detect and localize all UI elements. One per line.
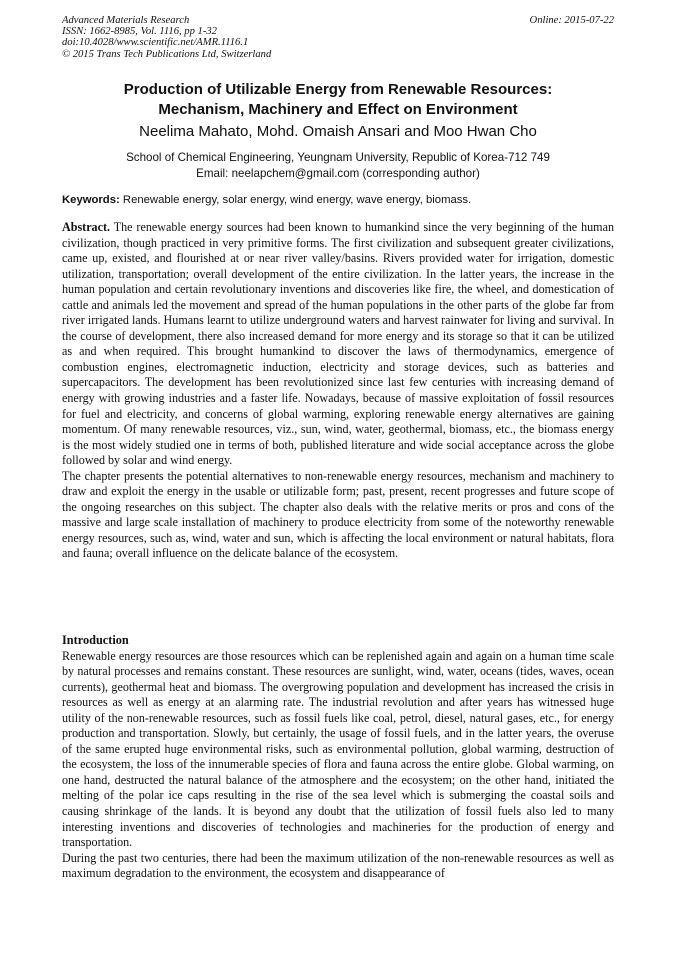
keywords-label: Keywords:	[62, 194, 120, 206]
abstract-section	[62, 220, 614, 562]
introduction-paragraph-2: During the past two centuries, there had been the maximum utilization of the non-renewable resources as well as maximum degradation to the environment, the ecosystem and disappearance of	[62, 850, 614, 881]
journal-issn: ISSN: 1662-8985, Vol. 1116, pp 1-32	[62, 26, 217, 38]
journal-name: Advanced Materials Research	[62, 15, 190, 26]
online-date: Online: 2015-07-22	[529, 15, 614, 26]
keywords-text: Renewable energy, solar energy, wind energy, wave energy, biomass.	[122, 194, 472, 206]
corresponding-email: Email: neelapchem@gmail.com (corresponding author)	[196, 166, 480, 180]
journal-header	[62, 15, 614, 60]
introduction-paragraph-1: Renewable energy resources are those resources which can be replenished again and again on a human time scale by natural processes and remains constant. These resources are sunlight, wind, water, oceans (tides, waves, ocean currents), geothermal heat and biomass. The overgrowing population and development has increased the crisis in resources as well as energy at an alarming rate. The industrial revolution and after years has witnessed huge utility of the non-renewable resources, such as fossil fuels like coal, petrol, diesel, natural gases, etc., for energy production and transportation. Slowly, but certainly, the usage of fossil fuels, and in the latter years, the overuse of the same erupted huge environmental risks, such as environmental pollution, global warming, destruction of the ecosystem, the loss of the innumerable species of flora and fauna across the entire globe. Global warming, on one hand, destructed the natural balance of the atmosphere and the ecosystem; on the other hand, initiated the melting of the polar ice caps resulting in the rise of the sea level which is submerging the coastal soils and causing shrinkage of the lands. It is beyond any doubt that the utilization of fossil fuels also led to many interesting inventions and discoveries of technologies and machineries for the production of energy and transportation.	[62, 648, 614, 850]
abstract-text-1: The renewable energy sources had been known to humankind since the very beginning of the human civilization, though practiced in very primitive forms. The first civilization and subsequent greater civilizations, came up, existed, and flourished at or near river valley/basins. Rivers provided water for irrigation, domestic utilization, transportation; overall development of the entire civilization. In the latter years, the increase in the human population and certain revolutionary inventions and discoveries like fire, the wheel, and domestication of cattle and animals led the movement and spread of the human populations in the other parts of the globe far from river irrigated lands. Humans learnt to utilize underground waters and harvest rainwater for living and survival. In the course of development, there also increased demand for more energy and its storage so that it can be utilized as and when required. This brought humankind to discover the laws of thermodynamics, emergence of combustion engines, electromagnetic induction, electricity and storage devices, such as batteries and supercapacitors. The development has been revolutionized since last few centuries with increasing demand of energy with growing industries and a faster life. Nowadays, because of massive exploitation of fossil resources for fuel and electricity, and concerns of global warming, exploring renewable energy alternatives are gaining momentum. Of many renewable resources, viz., sun, wind, water, geothermal, biomass, etc., the biomass energy is the most widely studied one in terms of both, published literature and wide social acceptance across the globe followed by solar and wind energy.	[62, 220, 614, 468]
abstract-paragraph-2: The chapter presents the potential alternatives to non-renewable energy resources, mechanism and machinery to draw and exploit the energy in the usable or utilizable form; past, present, recent progresses and future scope of the ongoing researches on this subject. The chapter also deals with the relative merits or pros and cons of the massive and large scale installation of machinery to produce electricity from some of the noteworthy renewable energy resources, such as, wind, water and sun, which is affecting the local environment or natural habitats, flora and fauna; overall influence on the delicate balance of the ecosystem.	[62, 468, 614, 561]
title-line-1: Production of Utilizable Energy from Renewable Resources:	[123, 81, 553, 98]
journal-doi: doi:10.4028/www.scientific.net/AMR.1116.1	[62, 37, 249, 49]
abstract-paragraph-1	[62, 220, 614, 469]
introduction-section	[62, 633, 614, 882]
title-line-2: Mechanism, Machinery and Effect on Environment	[158, 101, 518, 118]
journal-copyright: © 2015 Trans Tech Publications Ltd, Switzerland	[62, 48, 272, 60]
keywords	[62, 193, 614, 207]
affiliation-block	[62, 150, 614, 181]
affiliation: School of Chemical Engineering, Yeungnam University, Republic of Korea-712 749	[126, 151, 550, 164]
introduction-heading: Introduction	[62, 633, 129, 647]
abstract-label: Abstract.	[62, 220, 111, 234]
author-list: Neelima Mahato, Mohd. Omaish Ansari and Moo Hwan Cho	[139, 123, 537, 140]
paper-title	[62, 80, 614, 120]
